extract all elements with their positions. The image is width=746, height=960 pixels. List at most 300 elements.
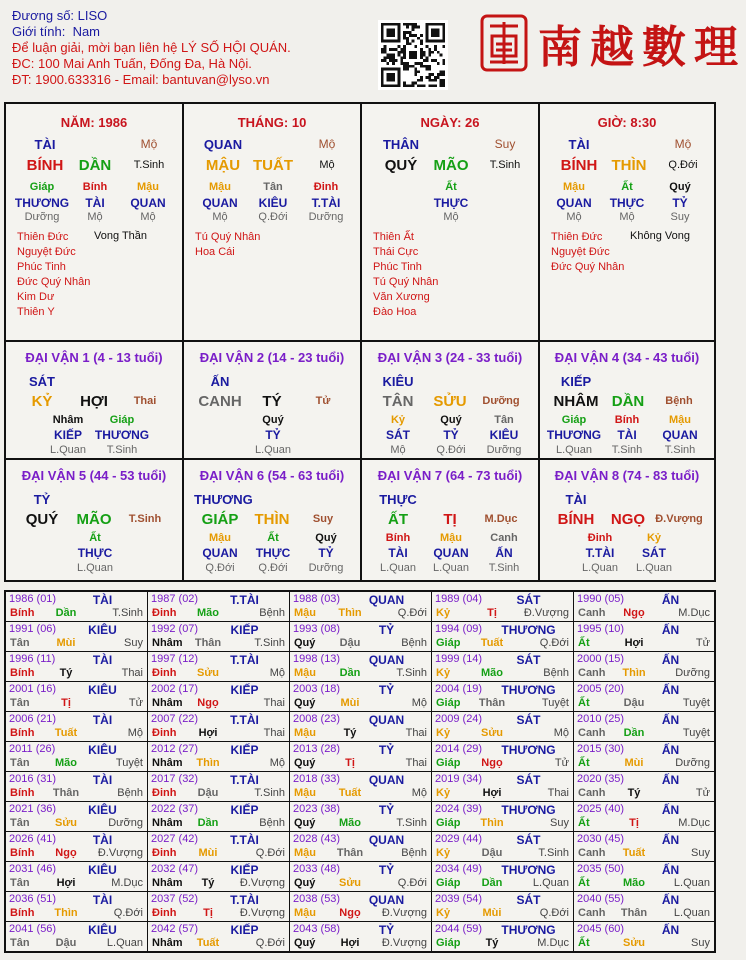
annual-cell (148, 682, 290, 712)
luck-hidden-god: TỶ (265, 428, 281, 442)
annual-year: 2005 (20) (577, 683, 625, 695)
annual-year: 2007 (22) (151, 713, 199, 725)
annual-stem: Nhâm (152, 697, 183, 709)
annual-phase: Suy (124, 637, 143, 649)
annual-cell (290, 892, 432, 922)
annual-stem: Kỷ (436, 727, 451, 739)
annual-stem: Nhâm (152, 937, 183, 949)
annual-god: TÀI (92, 833, 113, 847)
star-item: Thiên Y (17, 306, 55, 318)
luck-branch: SỬU (433, 393, 467, 410)
annual-year: 1994 (09) (435, 623, 483, 635)
annual-stem: Ất (578, 937, 590, 949)
annual-stem: Canh (578, 847, 606, 859)
annual-cell (290, 922, 432, 952)
luck-stem-god: SÁT (29, 374, 55, 389)
annual-cell (6, 802, 148, 832)
annual-stem: Canh (578, 907, 606, 919)
star-list (373, 230, 438, 320)
luck-stem: GIÁP (201, 511, 239, 528)
stem-god: QUAN (203, 137, 243, 152)
annual-year: 2020 (35) (577, 773, 625, 785)
luck-branch: HỢI (80, 393, 108, 410)
annual-phase: Suy (550, 817, 569, 829)
luck-hidden-stem: Ất (89, 532, 101, 544)
annual-stem: Đinh (152, 607, 177, 619)
luck-hidden-stem: Canh (490, 532, 518, 544)
gender-line (12, 24, 291, 40)
annual-stem: Quý (294, 937, 316, 949)
annual-stem: Kỷ (436, 607, 451, 619)
annual-cell (574, 802, 714, 832)
luck-stem: KỶ (31, 393, 53, 410)
luck-hidden-god: THỰC (77, 546, 113, 560)
luck-hidden-god: KIẾP (53, 428, 82, 442)
luck-pillar-box (362, 460, 540, 580)
luck-pillar-box (362, 342, 540, 460)
annual-year: 2035 (50) (577, 863, 625, 875)
annual-branch: Thân (336, 847, 364, 859)
heavenly-stem: BÍNH (26, 157, 64, 174)
annual-phase: Suy (691, 847, 710, 859)
annual-cell (574, 742, 714, 772)
annual-cell (574, 682, 714, 712)
hidden-phase: Mộ (212, 211, 228, 223)
annual-cell (432, 652, 574, 682)
annual-phase: M.Dục (537, 937, 569, 949)
annual-branch: Hợi (482, 787, 502, 799)
annual-year: 2013 (28) (293, 743, 341, 755)
annual-phase: Đ.Vượng (239, 877, 285, 889)
annual-phase: M.Dục (678, 607, 710, 619)
star-item: Hoa Cái (195, 246, 235, 258)
earthly-branch: TUẤT (253, 157, 293, 174)
annual-god: KIẾP (230, 803, 259, 817)
annual-year: 2023 (38) (293, 803, 341, 815)
annual-stem: Bính (10, 667, 35, 679)
annual-cell (6, 742, 148, 772)
luck-hidden-stem: Nhâm (52, 414, 84, 426)
annual-stem: Mậu (294, 847, 316, 859)
annual-cell (148, 832, 290, 862)
annual-branch: Ngọ (339, 907, 361, 919)
annual-stem: Quý (294, 877, 316, 889)
annual-phase: T.Sinh (538, 847, 569, 859)
annual-god: THƯƠNG (501, 743, 556, 757)
annual-cell (574, 652, 714, 682)
annual-cell (432, 862, 574, 892)
luck-stem-god: THƯƠNG (194, 492, 253, 507)
annual-god: T.TÀI (230, 893, 259, 907)
star-list (17, 230, 90, 320)
annual-year: 1998 (13) (293, 653, 341, 665)
luck-hidden-phase: L.Quan (254, 444, 292, 456)
annual-phase: Q.Đới (397, 607, 427, 619)
luck-hidden-stem: Đinh (587, 532, 613, 544)
annual-stem: Canh (578, 667, 606, 679)
star-item: Nguyệt Đức (17, 246, 76, 258)
annual-god: KIẾP (230, 863, 259, 877)
hidden-phase: Dưỡng (308, 211, 344, 223)
hidden-god: T.TÀI (311, 196, 341, 210)
annual-branch: Sửu (622, 937, 646, 949)
annual-cell (290, 802, 432, 832)
annual-year: 2001 (16) (9, 683, 57, 695)
annual-stem: Mậu (294, 607, 316, 619)
annual-cell (432, 592, 574, 622)
annual-phase: Q.Đới (255, 847, 285, 859)
hidden-god: KIÊU (258, 196, 288, 210)
luck-hidden-stem: Quý (262, 414, 284, 426)
annual-phase: Bệnh (259, 607, 285, 619)
annual-year: 2003 (18) (293, 683, 341, 695)
annual-year: 2033 (48) (293, 863, 341, 875)
annual-cell (6, 862, 148, 892)
annual-cell (574, 892, 714, 922)
annual-cell (574, 622, 714, 652)
hidden-god: THỰC (609, 196, 645, 210)
luck-stem-god: KIÊU (382, 374, 414, 389)
annual-phase: Tuyệt (682, 697, 710, 709)
annual-year: 2009 (24) (435, 713, 483, 725)
annual-year: 2000 (15) (577, 653, 625, 665)
star-item: Thiên Đức (551, 231, 603, 243)
luck-branch: THÌN (254, 511, 290, 528)
annual-cell (290, 772, 432, 802)
luck-branch: MÃO (76, 511, 112, 528)
star-item: Nguyệt Đức (551, 246, 610, 258)
hidden-phase: Mộ (140, 211, 156, 223)
luck-phase: Dưỡng (482, 395, 520, 407)
annual-branch: Ngọ (197, 697, 219, 709)
annual-branch: Hợi (56, 877, 76, 889)
annual-branch: Sửu (54, 817, 78, 829)
annual-cell (432, 892, 574, 922)
pillar-box (6, 104, 184, 342)
annual-year: 1997 (12) (151, 653, 199, 665)
annual-branch: Dần (481, 877, 503, 889)
annual-table (4, 590, 716, 953)
annual-branch: Mùi (482, 907, 502, 919)
annual-phase: Mộ (269, 667, 285, 679)
annual-cell (574, 712, 714, 742)
annual-cell (432, 682, 574, 712)
annual-cell (6, 772, 148, 802)
annual-phase: T.Sinh (396, 667, 427, 679)
annual-phase: Mộ (411, 787, 427, 799)
annual-branch: Dần (197, 817, 219, 829)
luck-pillar-title: ĐẠI VẬN 5 (44 - 53 tuổi) (21, 468, 167, 483)
hidden-stem: Tân (263, 181, 283, 193)
annual-year: 2004 (19) (435, 683, 483, 695)
annual-god: ẤN (661, 623, 680, 637)
qr-code-icon[interactable] (378, 20, 448, 90)
annual-god: KIẾP (230, 683, 259, 697)
annual-branch: Hợi (340, 937, 360, 949)
luck-hidden-god: KIÊU (489, 428, 519, 442)
annual-branch: Hợi (624, 637, 644, 649)
annual-phase: Mộ (269, 757, 285, 769)
annual-year: 2042 (57) (151, 923, 199, 935)
luck-hidden-god: SÁT (642, 546, 666, 560)
luck-pillar-title: ĐẠI VẬN 1 (4 - 13 tuổi) (25, 350, 163, 365)
annual-god: KIẾP (230, 623, 259, 637)
annual-cell (290, 712, 432, 742)
annual-branch: Thân (478, 697, 506, 709)
annual-god: ẤN (661, 593, 680, 607)
annual-phase: Q.Đới (255, 937, 285, 949)
annual-branch: Tị (345, 757, 355, 769)
annual-cell (6, 682, 148, 712)
luck-stem: NHÂM (553, 393, 599, 410)
annual-branch: Mão (481, 667, 503, 679)
star-list (195, 230, 260, 260)
annual-branch: Thân (620, 907, 648, 919)
pillar-box (184, 104, 362, 342)
annual-stem: Quý (294, 757, 316, 769)
annual-branch: Mùi (340, 697, 360, 709)
annual-god: THƯƠNG (501, 623, 556, 637)
annual-year: 2008 (23) (293, 713, 341, 725)
star-item: Kim Dư (17, 291, 55, 303)
annual-year: 2044 (59) (435, 923, 483, 935)
life-phase: T.Sinh (133, 159, 165, 171)
annual-branch: Dậu (55, 937, 77, 949)
luck-hidden-stem: Bính (614, 414, 640, 426)
annual-phase: L.Quan (106, 937, 143, 949)
annual-cell (148, 592, 290, 622)
annual-god: TÀI (92, 773, 113, 787)
annual-cell (432, 802, 574, 832)
gender-value: Nam (72, 24, 101, 39)
luck-hidden-stem: Giáp (109, 414, 135, 426)
annual-branch: Mão (339, 817, 361, 829)
annual-branch: Thìn (54, 907, 78, 919)
annual-phase: Thai (263, 697, 285, 709)
annual-god: QUAN (368, 833, 405, 847)
annual-year: 1987 (02) (151, 593, 199, 605)
hidden-stem: Mậu (209, 181, 231, 193)
annual-god: SÁT (516, 893, 541, 907)
luck-pillar-title: ĐẠI VẬN 8 (74 - 83 tuổi) (554, 468, 700, 483)
annual-god: SÁT (516, 833, 541, 847)
annual-stem: Giáp (436, 937, 461, 949)
luck-hidden-phase: T.Sinh (106, 444, 138, 456)
luck-hidden-god: SÁT (386, 428, 410, 442)
annual-god: SÁT (516, 593, 541, 607)
annual-god: TỶ (378, 923, 395, 937)
annual-stem: Kỷ (436, 847, 451, 859)
annual-branch: Ngọ (55, 847, 77, 859)
luck-pillar-title: ĐẠI VẬN 2 (14 - 23 tuổi) (199, 350, 345, 365)
annual-god: THƯƠNG (501, 683, 556, 697)
annual-year: 2045 (60) (577, 923, 625, 935)
annual-year: 2017 (32) (151, 773, 199, 785)
annual-stem: Tân (10, 697, 30, 709)
hidden-phase: Q.Đới (258, 211, 288, 223)
luck-hidden-stem: Mậu (209, 532, 231, 544)
annual-branch: Ngọ (481, 757, 503, 769)
hidden-stem: Ất (621, 181, 633, 193)
gender-label: Giới tính: (12, 24, 66, 39)
annual-branch: Mùi (624, 757, 644, 769)
annual-year: 2026 (41) (9, 833, 57, 845)
pillar-title: GIỜ: 8:30 (597, 115, 657, 130)
hidden-stem: Ất (445, 181, 457, 193)
luck-phase: T.Sinh (128, 513, 162, 525)
annual-cell (290, 682, 432, 712)
luck-stem: QUÝ (25, 511, 59, 528)
luck-hidden-phase: T.Sinh (664, 444, 696, 456)
annual-cell (574, 922, 714, 952)
annual-phase: Mộ (411, 697, 427, 709)
annual-phase: Thai (405, 757, 427, 769)
contact-phone-email: ĐT: 1900.633316 - Email: bantuvan@lyso.vn (12, 72, 270, 87)
annual-phase: Suy (691, 937, 710, 949)
annual-god: T.TÀI (230, 653, 259, 667)
annual-year: 2022 (37) (151, 803, 199, 815)
annual-cell (290, 592, 432, 622)
annual-phase: Tuyệt (115, 757, 143, 769)
annual-branch: Thìn (196, 757, 220, 769)
annual-branch: Thân (194, 637, 222, 649)
annual-stem: Mậu (294, 727, 316, 739)
star-extra: Không Vong (630, 230, 690, 242)
annual-cell (148, 892, 290, 922)
annual-god: TỶ (378, 863, 395, 877)
annual-branch: Mùi (198, 847, 218, 859)
annual-year: 2034 (49) (435, 863, 483, 875)
annual-god: ẤN (661, 803, 680, 817)
annual-branch: Tị (487, 607, 497, 619)
pillar-title: NGÀY: 26 (420, 115, 480, 130)
annual-year: 2021 (36) (9, 803, 57, 815)
annual-god: ẤN (661, 683, 680, 697)
annual-phase: Bệnh (401, 847, 427, 859)
annual-year: 2040 (55) (577, 893, 625, 905)
annual-branch: Thìn (338, 607, 362, 619)
annual-god: T.TÀI (230, 773, 259, 787)
luck-hidden-phase: Dưỡng (308, 562, 344, 574)
luck-hidden-phase: Q.Đới (258, 562, 288, 574)
annual-year: 2024 (39) (435, 803, 483, 815)
annual-stem: Đinh (152, 907, 177, 919)
annual-stem: Nhâm (152, 637, 183, 649)
annual-stem: Tân (10, 877, 30, 889)
annual-branch: Tuất (622, 847, 646, 859)
pillar-title: THÁNG: 10 (237, 115, 307, 130)
luck-branch: DẦN (611, 393, 645, 410)
annual-phase: T.Sinh (396, 817, 427, 829)
annual-god: QUAN (368, 713, 405, 727)
annual-year: 1989 (04) (435, 593, 483, 605)
luck-pillar-box (540, 460, 714, 580)
annual-year: 1986 (01) (9, 593, 57, 605)
annual-god: T.TÀI (230, 833, 259, 847)
annual-year: 2028 (43) (293, 833, 341, 845)
annual-god: KIÊU (88, 923, 117, 937)
luck-phase: M.Dục (484, 513, 518, 525)
luck-branch: NGỌ (610, 511, 646, 528)
annual-phase: Bệnh (117, 787, 143, 799)
annual-god: TÀI (92, 893, 113, 907)
annual-stem: Ất (578, 637, 590, 649)
luck-hidden-god: QUAN (662, 428, 698, 442)
annual-god: KIÊU (88, 743, 117, 757)
annual-stem: Bính (10, 607, 35, 619)
branch-god: Mộ (318, 137, 336, 151)
annual-branch: Thân (52, 787, 80, 799)
annual-year: 2025 (40) (577, 803, 625, 815)
luck-pillar-title: ĐẠI VẬN 7 (64 - 73 tuổi) (377, 468, 523, 483)
annual-year: 1991 (06) (9, 623, 57, 635)
annual-cell (148, 862, 290, 892)
annual-year: 2032 (47) (151, 863, 199, 875)
luck-phase: Tử (315, 395, 331, 407)
annual-stem: Ất (578, 877, 590, 889)
site-logo (480, 12, 746, 74)
hidden-god: QUAN (556, 196, 592, 210)
hidden-stem: Đinh (313, 181, 339, 193)
luck-hidden-phase: L.Quan (635, 562, 673, 574)
annual-branch: Sửu (338, 877, 362, 889)
luck-stem: BÍNH (557, 511, 595, 528)
annual-branch: Thìn (480, 817, 504, 829)
annual-god: TỶ (378, 803, 395, 817)
annual-branch: Sửu (480, 727, 504, 739)
annual-phase: T.Sinh (112, 607, 143, 619)
annual-cell (290, 832, 432, 862)
annual-branch: Tuất (480, 637, 504, 649)
annual-phase: Bệnh (543, 667, 569, 679)
annual-stem: Ất (578, 757, 590, 769)
annual-phase: Q.Đới (539, 637, 569, 649)
annual-year: 1990 (05) (577, 593, 625, 605)
annual-cell (6, 892, 148, 922)
annual-phase: Thai (405, 727, 427, 739)
annual-branch: Dần (55, 607, 77, 619)
annual-cell (432, 832, 574, 862)
annual-god: KIÊU (88, 803, 117, 817)
star-extra: Vong Thần (94, 230, 148, 242)
annual-branch: Dậu (623, 697, 645, 709)
annual-phase: Dưỡng (108, 817, 143, 829)
annual-cell (148, 712, 290, 742)
hidden-god: TỶ (672, 196, 688, 210)
annual-year: 2015 (30) (577, 743, 625, 755)
annual-cell (290, 652, 432, 682)
branch-god: Mộ (140, 137, 158, 151)
life-phase: Mộ (319, 159, 335, 171)
annual-cell (148, 742, 290, 772)
luck-stem-god: ẤN (210, 374, 230, 389)
luck-hidden-god: T.TÀI (585, 546, 615, 560)
annual-stem: Tân (10, 757, 30, 769)
branch-god: Suy (494, 137, 516, 151)
annual-god: ẤN (661, 713, 680, 727)
annual-year: 2027 (42) (151, 833, 199, 845)
annual-stem: Bính (10, 847, 35, 859)
luck-hidden-phase: T.Sinh (611, 444, 643, 456)
annual-stem: Tân (10, 937, 30, 949)
annual-year: 2029 (44) (435, 833, 483, 845)
annual-god: T.TÀI (230, 713, 259, 727)
annual-stem: Kỷ (436, 907, 451, 919)
annual-cell (290, 742, 432, 772)
annual-year: 2038 (53) (293, 893, 341, 905)
annual-cell (148, 922, 290, 952)
annual-god: TÀI (92, 713, 113, 727)
